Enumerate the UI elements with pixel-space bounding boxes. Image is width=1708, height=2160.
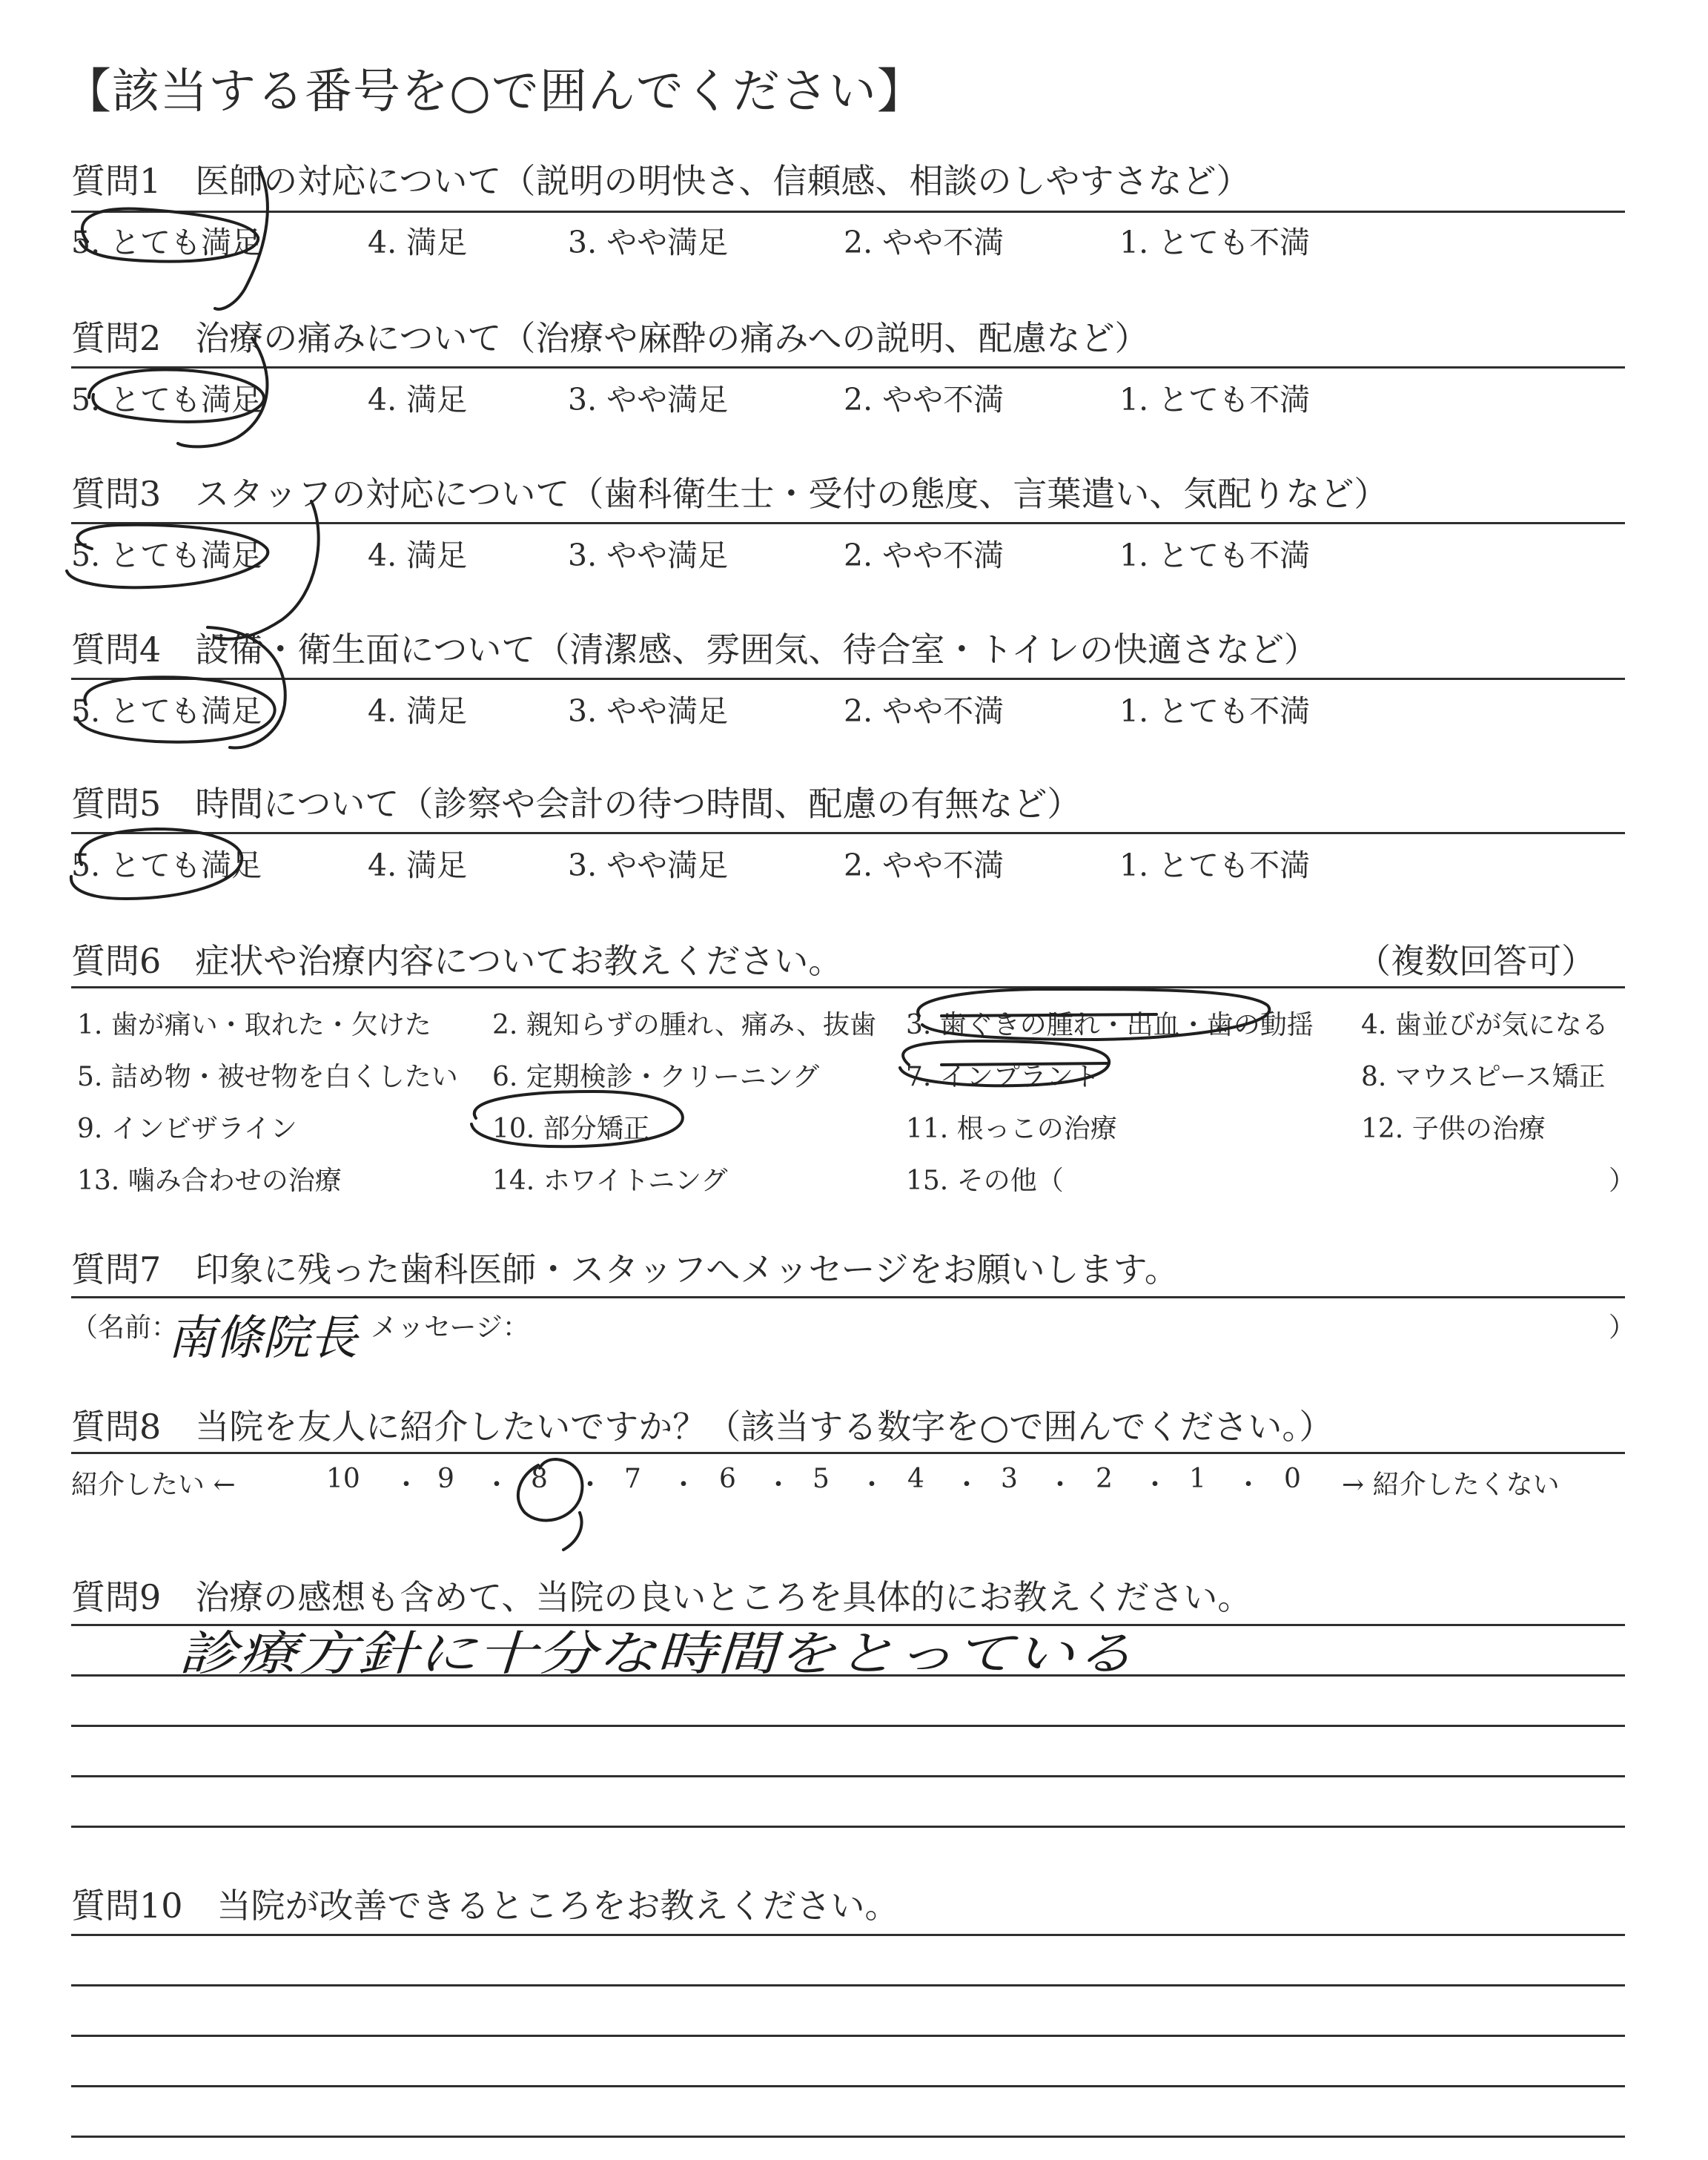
q8-separator: ・ xyxy=(858,1470,886,1500)
q6-heading xyxy=(71,934,842,983)
q3-heading xyxy=(71,467,1388,516)
q8-score-2[interactable]: 2 xyxy=(1096,1464,1113,1494)
q1-option-1[interactable]: 1. とても不満 xyxy=(1119,225,1311,260)
q7-name-label: （名前： xyxy=(71,1312,179,1343)
q3-rule xyxy=(71,522,1625,524)
q9-line-3 xyxy=(71,1725,1625,1727)
q9-line-4 xyxy=(71,1775,1625,1777)
q2-option-3[interactable]: 3. やや満足 xyxy=(568,382,729,417)
q4-option-3[interactable]: 3. やや満足 xyxy=(568,693,729,729)
q5-option-3[interactable]: 3. やや満足 xyxy=(568,848,729,883)
q4-option-4[interactable]: 4. 満足 xyxy=(368,693,468,729)
q10-line-3 xyxy=(71,2035,1625,2037)
q1-option-3[interactable]: 3. やや満足 xyxy=(568,225,729,260)
q8-separator: ・ xyxy=(670,1470,698,1500)
q6-rule xyxy=(71,986,1625,988)
form-title: 【該当する番号を○で囲んでください】 xyxy=(64,65,925,119)
q9-line-5 xyxy=(71,1826,1625,1828)
q8-separator: ・ xyxy=(1235,1470,1262,1500)
q8-score-3[interactable]: 3 xyxy=(1001,1464,1018,1494)
q7-heading xyxy=(71,1243,1179,1292)
q5-text: 時間について（診察や会計の待つ時間、配慮の有無など） xyxy=(195,784,1082,824)
q8-left-label: 紹介したい ← xyxy=(71,1470,236,1500)
q5-option-5[interactable]: 5. とても満足 xyxy=(71,848,262,883)
q1-option-2[interactable]: 2. やや不満 xyxy=(844,225,1004,260)
q6-option-1[interactable]: 1. 歯が痛い・取れた・欠けた xyxy=(77,1010,431,1040)
q9-answer-handwritten[interactable]: 診療方針に十分な時間をとっている xyxy=(178,1627,1134,1682)
q1-option-4[interactable]: 4. 満足 xyxy=(368,225,468,260)
q6-option-10[interactable]: 10. 部分矯正 xyxy=(492,1114,650,1144)
q6-option-2[interactable]: 2. 親知らずの腫れ、痛み、抜歯 xyxy=(492,1010,877,1040)
q9-label: 質問9 xyxy=(71,1577,162,1617)
q8-score-4[interactable]: 4 xyxy=(907,1464,924,1494)
q6-option-6[interactable]: 6. 定期検診・クリーニング xyxy=(492,1062,820,1092)
q8-rule xyxy=(71,1452,1625,1454)
q8-separator: ・ xyxy=(953,1470,981,1500)
q8-score-10[interactable]: 10 xyxy=(326,1464,360,1494)
q8-score-5[interactable]: 5 xyxy=(812,1464,830,1494)
q2-rule xyxy=(71,366,1625,369)
q10-line-5 xyxy=(71,2136,1625,2138)
q2-option-4[interactable]: 4. 満足 xyxy=(368,382,468,417)
q6-option-13[interactable]: 13. 噛み合わせの治療 xyxy=(77,1166,342,1196)
q1-heading xyxy=(71,154,1251,203)
q8-heading xyxy=(71,1400,1333,1449)
q6-option-8[interactable]: 8. マウスピース矯正 xyxy=(1361,1062,1606,1092)
q2-option-1[interactable]: 1. とても不満 xyxy=(1119,382,1311,417)
q3-option-2[interactable]: 2. やや不満 xyxy=(844,538,1004,573)
q6-option-12[interactable]: 12. 子供の治療 xyxy=(1361,1114,1546,1144)
q6-text: 症状や治療内容についてお教えください。 xyxy=(195,941,843,981)
q4-rule xyxy=(71,678,1625,680)
q1-rule xyxy=(71,211,1625,213)
q8-pen-stroke xyxy=(563,1513,582,1550)
q6-option-7[interactable]: 7. インプラント xyxy=(906,1062,1100,1092)
q8-score-8[interactable]: 8 xyxy=(531,1464,548,1494)
q2-option-5[interactable]: 5. とても満足 xyxy=(71,382,262,417)
q5-rule xyxy=(71,832,1625,834)
q8-score-6[interactable]: 6 xyxy=(719,1464,736,1494)
q8-separator: ・ xyxy=(393,1470,420,1500)
q8-score-8-circle xyxy=(518,1459,583,1520)
q5-option-1[interactable]: 1. とても不満 xyxy=(1119,848,1311,883)
q5-option-4[interactable]: 4. 満足 xyxy=(368,848,468,883)
q6-label: 質問6 xyxy=(71,941,162,981)
q8-score-1[interactable]: 1 xyxy=(1189,1464,1206,1494)
q8-separator: ・ xyxy=(765,1470,792,1500)
q6-option-14[interactable]: 14. ホワイトニング xyxy=(492,1166,728,1196)
q2-text: 治療の痛みについて（治療や麻酔の痛みへの説明、配慮など） xyxy=(195,318,1149,358)
q4-option-1[interactable]: 1. とても不満 xyxy=(1119,693,1311,729)
q8-separator: ・ xyxy=(1047,1470,1074,1500)
q4-label: 質問4 xyxy=(71,630,162,670)
q8-label: 質問8 xyxy=(71,1407,162,1447)
q4-option-2[interactable]: 2. やや不満 xyxy=(844,693,1004,729)
q1-text: 医師の対応について（説明の明快さ、信頼感、相談のしやすさなど） xyxy=(195,161,1251,201)
q3-option-4[interactable]: 4. 満足 xyxy=(368,538,468,573)
q8-separator: ・ xyxy=(1142,1470,1169,1500)
q1-label: 質問1 xyxy=(71,161,162,201)
q6-other-close-paren: ） xyxy=(1609,1166,1636,1196)
q6-option-9[interactable]: 9. インビザライン xyxy=(77,1114,297,1144)
q7-name-handwritten[interactable]: 南條院長 xyxy=(168,1311,357,1366)
q6-note: （複数回答可） xyxy=(1357,941,1595,981)
q9-line-2 xyxy=(71,1674,1625,1677)
q5-heading xyxy=(71,777,1081,826)
q3-option-5[interactable]: 5. とても満足 xyxy=(71,538,262,573)
q10-heading xyxy=(71,1879,899,1928)
q1-option-5[interactable]: 5. とても満足 xyxy=(71,225,262,260)
q8-separator: ・ xyxy=(577,1470,604,1500)
q8-separator: ・ xyxy=(483,1470,511,1500)
q3-text: スタッフの対応について（歯科衛生士・受付の態度、言葉遣い、気配りなど） xyxy=(195,474,1388,514)
q6-option-15[interactable]: 15. その他（ xyxy=(906,1166,1064,1196)
q3-option-3[interactable]: 3. やや満足 xyxy=(568,538,729,573)
q9-line-1 xyxy=(71,1624,1625,1626)
q5-label: 質問5 xyxy=(71,784,162,824)
q7-label: 質問7 xyxy=(71,1249,162,1289)
q10-line-1 xyxy=(71,1934,1625,1936)
q10-line-2 xyxy=(71,1984,1625,1986)
q7-rule xyxy=(71,1296,1625,1298)
q4-option-5[interactable]: 5. とても満足 xyxy=(71,693,262,729)
q6-option-11[interactable]: 11. 根っこの治療 xyxy=(906,1114,1117,1144)
q7-text: 印象に残った歯科医師・スタッフへメッセージをお願いします。 xyxy=(195,1249,1179,1289)
q9-text: 治療の感想も含めて、当院の良いところを具体的にお教えください。 xyxy=(195,1577,1252,1617)
q2-label: 質問2 xyxy=(71,318,162,358)
q8-right-label: → 紹介したくない xyxy=(1342,1470,1560,1500)
q7-message-label: メッセージ： xyxy=(371,1312,529,1343)
q3-option-1[interactable]: 1. とても不満 xyxy=(1119,538,1311,573)
q3-label: 質問3 xyxy=(71,474,162,514)
q6-option-4[interactable]: 4. 歯並びが気になる xyxy=(1361,1010,1609,1040)
q4-text: 設備・衛生面について（清潔感、雰囲気、待合室・トイレの快適さなど） xyxy=(195,630,1319,670)
q7-close-paren: ） xyxy=(1609,1312,1636,1343)
q8-score-0[interactable]: 0 xyxy=(1284,1464,1301,1494)
q4-heading xyxy=(71,623,1318,672)
q6-option-3[interactable]: 3. 歯ぐきの腫れ・出血・歯の動揺 xyxy=(906,1010,1314,1040)
q8-score-7[interactable]: 7 xyxy=(624,1464,641,1494)
q5-option-2[interactable]: 2. やや不満 xyxy=(844,848,1004,883)
q8-score-9[interactable]: 9 xyxy=(437,1464,454,1494)
q10-line-4 xyxy=(71,2085,1625,2087)
q10-text: 当院が改善できるところをお教えください。 xyxy=(216,1886,899,1926)
q2-option-2[interactable]: 2. やや不満 xyxy=(844,382,1004,417)
q2-heading xyxy=(71,311,1148,360)
q6-option-5[interactable]: 5. 詰め物・被せ物を白くしたい xyxy=(77,1062,458,1092)
q9-heading xyxy=(71,1571,1251,1619)
q10-label: 質問10 xyxy=(71,1886,183,1926)
q8-text: 当院を友人に紹介したいですか？（該当する数字を○で囲んでください。） xyxy=(195,1407,1334,1447)
